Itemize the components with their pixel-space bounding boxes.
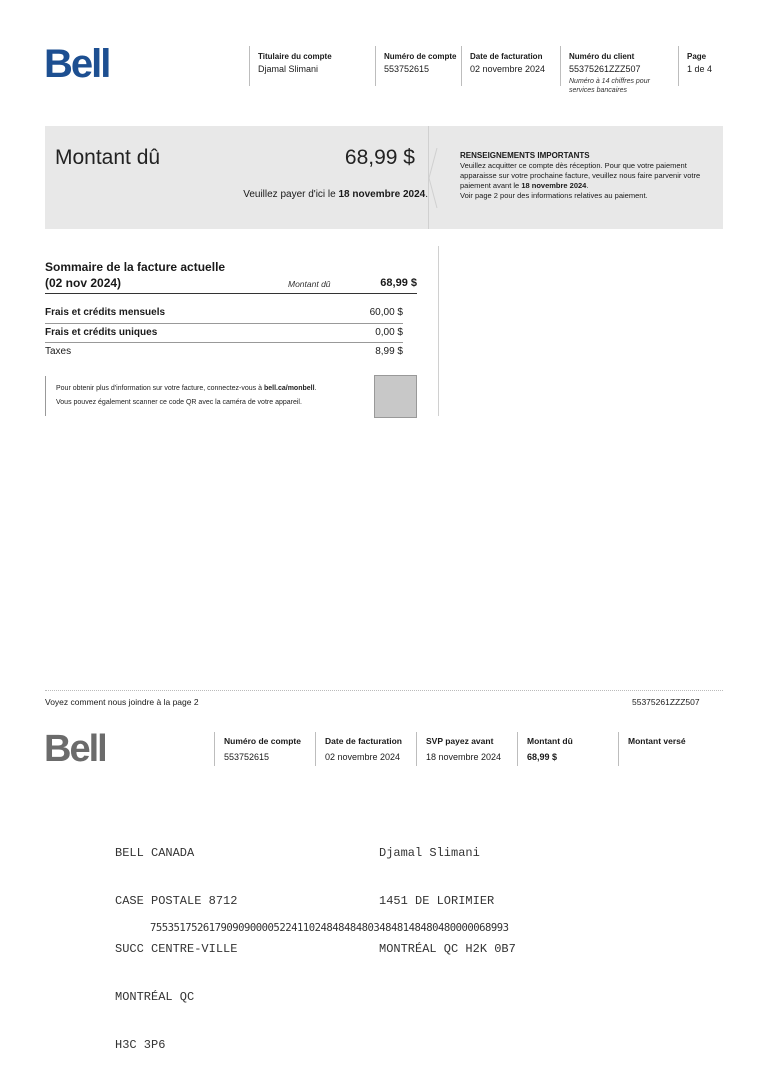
important-text-1: Veuillez acquitter ce compte dès réception. Pour que votre paiement apparaisse sur votre prochaine facture, veuillez nous faire parvenir votre paiement avant le	[460, 161, 701, 190]
stub-amount-due-value: 68,99 $	[527, 752, 558, 762]
ocr-scan-line: 7553517526179090900005224110248484848034848148480480000068993	[150, 922, 509, 934]
important-text-2: .	[586, 181, 589, 190]
stub-account-number-label: Numéro de compte	[224, 736, 301, 746]
stub-pay-before-label: SVP payez avant	[426, 736, 494, 746]
stub-account-number-col	[214, 732, 316, 766]
customer-address	[379, 813, 516, 973]
important-title: RENSEIGNEMENTS IMPORTANTS	[460, 151, 590, 160]
summary-header-rule	[45, 293, 417, 294]
pay-by-line	[243, 189, 428, 200]
important-info	[460, 151, 710, 201]
billing-date-col	[461, 46, 556, 86]
pay-by-suffix: .	[425, 189, 428, 200]
bell-address-line: BELL CANADA	[115, 846, 195, 860]
account-holder-value: Djamal Slimani	[258, 64, 319, 74]
summary-row-value: 8,99 $	[375, 346, 403, 357]
summary-row-taxes	[45, 343, 403, 361]
account-number-label: Numéro de compte	[384, 52, 457, 61]
bell-logo-gray: Bell	[44, 728, 106, 770]
pay-by-prefix: Veuillez payer d'ici le	[243, 189, 336, 200]
billing-date-label: Date de facturation	[470, 52, 543, 61]
summary-row-value: 0,00 $	[375, 327, 403, 338]
summary-title-line2: (02 nov 2024)	[45, 276, 122, 290]
summary-row-label: Frais et crédits mensuels	[45, 307, 166, 318]
bell-address-line: H3C 3P6	[115, 1038, 166, 1052]
stub-pay-before-col	[416, 732, 518, 766]
summary-amount-due-label: Montant dû	[288, 279, 331, 289]
page-value: 1 de 4	[687, 64, 713, 74]
stub-pay-before-value: 18 novembre 2024	[426, 752, 502, 762]
summary-row-label: Taxes	[45, 346, 72, 357]
stub-account-number-value: 553752615	[224, 752, 270, 762]
perforation-line	[45, 690, 723, 691]
summary-row-onetime	[45, 324, 403, 342]
account-number-value: 553752615	[384, 64, 430, 74]
info-text-line1	[56, 382, 356, 396]
info-text	[56, 382, 356, 410]
important-text	[460, 161, 710, 191]
bell-address-line: MONTRÉAL QC	[115, 990, 195, 1004]
client-number-label: Numéro du client	[569, 52, 635, 61]
customer-address-line: MONTRÉAL QC H2K 0B7	[379, 942, 516, 956]
summary-row-monthly	[45, 304, 403, 322]
summary-right-border	[438, 246, 439, 416]
bell-address	[115, 813, 237, 1069]
customer-address-line: 1451 DE LORIMIER	[379, 894, 495, 908]
amount-due-title: Montant dû	[55, 146, 161, 169]
amount-due-banner	[45, 126, 723, 229]
summary-title	[45, 259, 225, 291]
important-date: 18 novembre 2024	[521, 181, 587, 190]
info-text-line2: Vous pouvez également scanner ce code QR avec la caméra de votre appareil.	[56, 399, 302, 406]
bell-address-line: CASE POSTALE 8712	[115, 894, 238, 908]
summary-title-line1: Sommaire de la facture actuelle	[45, 260, 226, 274]
qr-code[interactable]	[374, 375, 417, 418]
stub-amount-paid-col	[618, 732, 723, 766]
summary-row-label: Frais et crédits uniques	[45, 327, 158, 338]
pay-by-date: 18 novembre 2024	[338, 189, 426, 200]
info-text-1: Pour obtenir plus d'information sur votre facture, connectez-vous à	[56, 385, 262, 392]
remittance-client-number: 55375261ZZZ507	[632, 697, 700, 707]
page-label: Page	[687, 52, 707, 61]
divider-arrow-icon	[428, 148, 438, 208]
bell-logo: Bell	[44, 42, 110, 86]
stub-billing-date-value: 02 novembre 2024	[325, 752, 401, 762]
stub-amount-paid-label: Montant versé	[628, 736, 686, 746]
info-text-1-end: .	[314, 385, 317, 392]
account-holder-col	[249, 46, 370, 86]
client-number-value: 55375261ZZZ507	[569, 64, 641, 74]
bell-address-line: SUCC CENTRE-VILLE	[115, 942, 238, 956]
stub-amount-due-label: Montant dû	[527, 736, 573, 746]
customer-address-line: Djamal Slimani	[379, 846, 480, 860]
stub-billing-date-label: Date de facturation	[325, 736, 402, 746]
billing-date-value: 02 novembre 2024	[470, 64, 546, 74]
monbell-link[interactable]: bell.ca/monbell	[263, 385, 315, 392]
summary-amount-due-value: 68,99 $	[380, 277, 417, 289]
client-number-note: Numéro à 14 chiffres pour services bancaires	[569, 78, 650, 94]
page-col	[678, 46, 727, 86]
important-text-3: Voir page 2 pour des informations relatives au paiement.	[460, 191, 648, 200]
account-number-col	[375, 46, 459, 86]
contact-note: Voyez comment nous joindre à la page 2	[45, 697, 199, 707]
amount-due-value: 68,99 $	[344, 146, 415, 169]
client-number-col	[560, 46, 674, 94]
stub-amount-due-col	[517, 732, 619, 766]
account-holder-label: Titulaire du compte	[258, 52, 332, 61]
stub-billing-date-col	[315, 732, 417, 766]
summary-row-value: 60,00 $	[369, 307, 403, 318]
info-left-bar	[45, 376, 46, 416]
